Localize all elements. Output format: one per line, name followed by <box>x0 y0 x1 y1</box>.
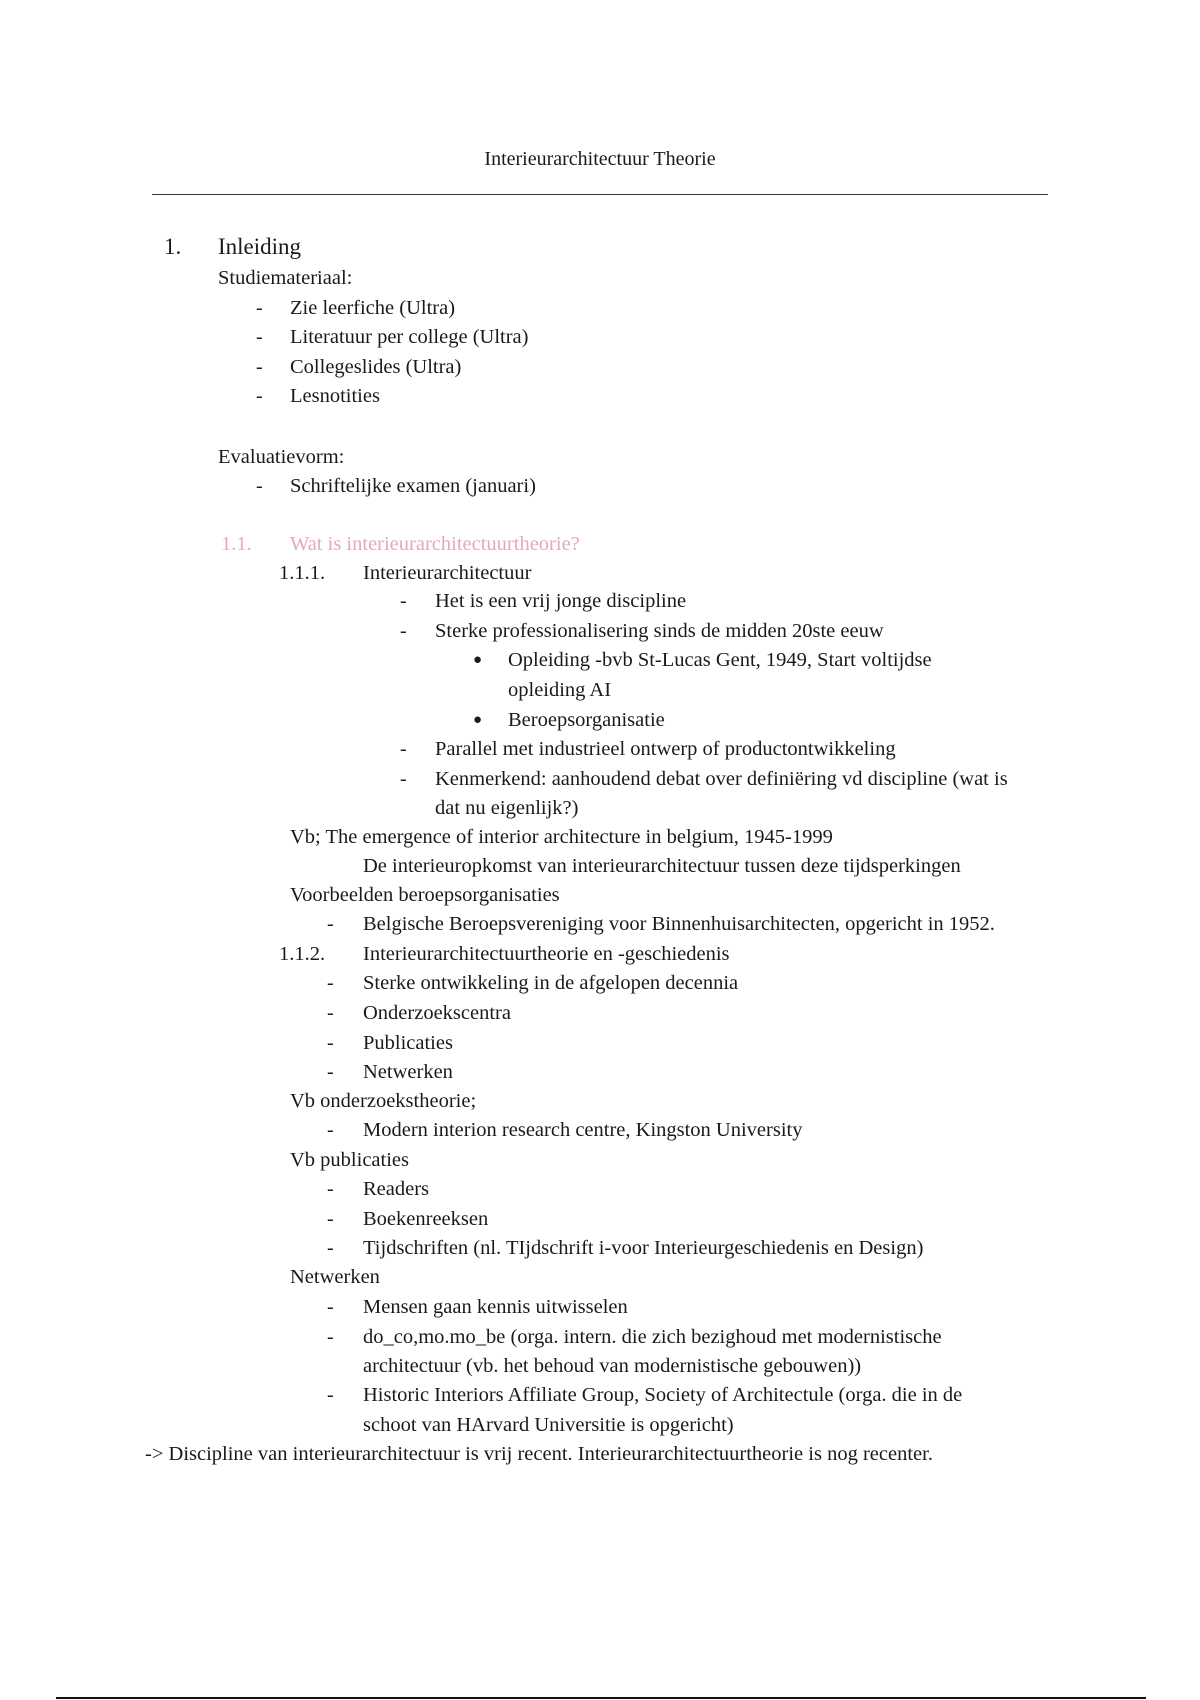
list-item-continued: architectuur (vb. het behoud van modernistische gebouwen)) <box>363 1355 862 1377</box>
list-item: Kenmerkend: aanhoudend debat over definiëring vd discipline (wat is <box>435 768 1008 790</box>
dash-marker: - <box>400 768 407 790</box>
section-title: Inleiding <box>218 234 302 259</box>
list-item: Opleiding -bvb St-Lucas Gent, 1949, Start voltijdse <box>508 649 932 671</box>
subsubsection-title: Interieurarchitectuurtheorie en -geschiedenis <box>363 943 730 965</box>
list-item-continued: schoot van HArvard Universitie is opgericht) <box>363 1414 734 1436</box>
list-item: Publicaties <box>363 1032 453 1054</box>
list-item: Historic Interiors Affiliate Group, Society of Architectule (orga. die in de <box>363 1384 963 1406</box>
list-item: Sterke professionalisering sinds de midden 20ste eeuw <box>435 620 884 642</box>
dash-marker: - <box>327 1296 334 1318</box>
list-item: Parallel met industrieel ontwerp of productontwikkeling <box>435 738 896 760</box>
dash-marker: - <box>256 475 263 497</box>
dash-marker: - <box>327 913 334 935</box>
dash-marker: - <box>400 738 407 760</box>
list-item: Lesnotities <box>290 385 380 407</box>
page-title: Interieurarchitectuur Theorie <box>484 148 716 170</box>
list-item-continued: dat nu eigenlijk?) <box>435 797 579 819</box>
list-item: Het is een vrij jonge discipline <box>435 590 687 612</box>
dash-marker: - <box>400 620 407 642</box>
list-item: Literatuur per college (Ultra) <box>290 326 529 348</box>
orgs-label: Voorbeelden beroepsorganisaties <box>290 884 560 906</box>
list-item: Schriftelijke examen (januari) <box>290 475 536 497</box>
evaluatie-label: Evaluatievorm: <box>218 446 345 468</box>
dash-marker: - <box>327 1178 334 1200</box>
list-item-continued: opleiding AI <box>508 679 612 701</box>
section-number: 1. <box>164 234 182 259</box>
research-label: Vb onderzoekstheorie; <box>290 1090 477 1112</box>
bullet-marker: ● <box>473 712 483 728</box>
list-item: Netwerken <box>363 1061 453 1083</box>
example-note: De interieuropkomst van interieurarchitectuur tussen deze tijdsperkingen <box>363 855 961 877</box>
subsubsection-number: 1.1.2. <box>279 943 326 965</box>
dash-marker: - <box>327 1326 334 1348</box>
list-item: Collegeslides (Ultra) <box>290 356 462 378</box>
subsubsection-title: Interieurarchitectuur <box>363 562 532 584</box>
studiemateriaal-label: Studiemateriaal: <box>218 267 353 289</box>
publications-label: Vb publicaties <box>290 1149 409 1171</box>
dash-marker: - <box>256 297 263 319</box>
dash-marker: - <box>327 1032 334 1054</box>
list-item: Beroepsorganisatie <box>508 709 665 731</box>
dash-marker: - <box>327 1208 334 1230</box>
dash-marker: - <box>256 385 263 407</box>
dash-marker: - <box>256 326 263 348</box>
list-item: Zie leerfiche (Ultra) <box>290 297 456 319</box>
list-item: Onderzoekscentra <box>363 1002 511 1024</box>
list-item: Belgische Beroepsvereniging voor Binnenhuisarchitecten, opgericht in 1952. <box>363 913 995 935</box>
networks-label: Netwerken <box>290 1266 380 1288</box>
list-item: Boekenreeksen <box>363 1208 489 1230</box>
list-item: Mensen gaan kennis uitwisselen <box>363 1296 628 1318</box>
bottom-divider <box>56 1697 1146 1699</box>
list-item: Modern interion research centre, Kingston University <box>363 1119 803 1141</box>
list-item: Readers <box>363 1178 430 1200</box>
list-item: Tijdschriften (nl. TIjdschrift i-voor Interieurgeschiedenis en Design) <box>363 1237 924 1259</box>
dash-marker: - <box>400 590 407 612</box>
subsection-number: 1.1. <box>221 533 252 555</box>
list-item: Sterke ontwikkeling in de afgelopen decennia <box>363 972 739 994</box>
dash-marker: - <box>327 1384 334 1406</box>
conclusion-text: -> Discipline van interieurarchitectuur is vrij recent. Interieurarchitectuurtheorie is nog recenter. <box>145 1443 933 1465</box>
dash-marker: - <box>327 1119 334 1141</box>
list-item: do_co,mo.mo_be (orga. intern. die zich bezighoud met modernistische <box>363 1326 942 1348</box>
dash-marker: - <box>327 1002 334 1024</box>
subsubsection-number: 1.1.1. <box>279 562 326 584</box>
dash-marker: - <box>256 356 263 378</box>
subsection-title: Wat is interieurarchitectuurtheorie? <box>290 533 580 555</box>
dash-marker: - <box>327 1061 334 1083</box>
dash-marker: - <box>327 972 334 994</box>
bullet-marker: ● <box>473 652 483 668</box>
example-heading: Vb; The emergence of interior architecture in belgium, 1945-1999 <box>290 826 833 848</box>
header-divider <box>152 194 1048 195</box>
dash-marker: - <box>327 1237 334 1259</box>
